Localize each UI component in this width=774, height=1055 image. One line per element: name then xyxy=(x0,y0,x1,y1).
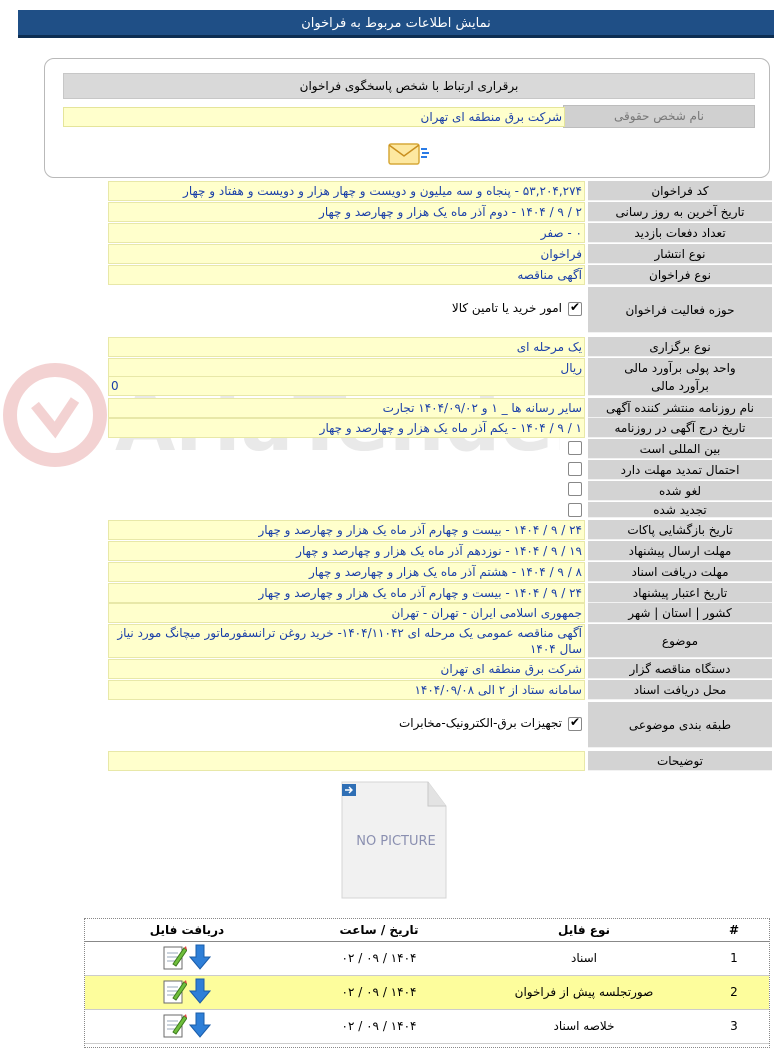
currency-value: ریال xyxy=(108,358,585,378)
envelope-open-label: تاریخ بازگشایی پاکات xyxy=(588,520,772,540)
activity-checkbox[interactable] xyxy=(568,302,582,316)
notes-value xyxy=(108,751,585,771)
download-button[interactable] xyxy=(163,978,211,1004)
download-arrow-icon xyxy=(189,944,211,970)
organizer-value: شرکت برق منطقه ای تهران xyxy=(108,659,585,679)
code-value: ۵۳,۲۰۴,۲۷۴ - پنجاه و سه میلیون و دویست و چهار هزار و دویست و هفتاد و چهار xyxy=(108,181,585,201)
subject-value: آگهی مناقصه عمومی یک مرحله ای ۱۴۰۴/۱۱۰۴۲- خرید روغن ترانسفورماتور میچانگ مورد نیاز سال ۱۴۰۴ xyxy=(108,624,585,658)
legal-person-label: نام شخص حقوقی xyxy=(563,105,755,128)
table-row xyxy=(85,941,769,975)
no-picture-text: NO PICTURE xyxy=(356,834,436,849)
download-arrow-icon xyxy=(189,1012,211,1038)
organizer-label: دستگاه مناقصه گزار xyxy=(588,659,772,679)
newspaper-date-value: ۱ / ۹ / ۱۴۰۴ - یکم آذر ماه یک هزار و چهارصد و چهار xyxy=(108,418,585,438)
newspaper-label: نام روزنامه منتشر کننده آگهی xyxy=(588,398,772,418)
location-label: کشور | استان | شهر xyxy=(588,603,772,623)
call-type-value: آگهی مناقصه xyxy=(108,265,585,285)
last-update-label: تاریخ آخرین به روز رسانی xyxy=(588,202,772,222)
newspaper-value: سایر رسانه ها _ ۱ و ۱۴۰۴/۰۹/۰۲ تجارت xyxy=(108,398,585,418)
edit-document-icon xyxy=(163,944,187,970)
last-update-value: ۲ / ۹ / ۱۴۰۴ - دوم آذر ماه یک هزار و چهارصد و چهار xyxy=(108,202,585,222)
category-checkbox[interactable] xyxy=(568,717,582,731)
extension-checkbox[interactable] xyxy=(568,462,582,476)
estimate-label: برآورد مالی xyxy=(588,376,772,396)
row-number: 1 xyxy=(699,941,769,975)
doc-deadline-label: مهلت دریافت اسناد xyxy=(588,562,772,582)
row-file-type: اسناد xyxy=(469,941,699,975)
envelope-open-value: ۲۴ / ۹ / ۱۴۰۴ - بیست و چهارم آذر ماه یک هزار و چهارصد و چهار xyxy=(108,520,585,540)
contact-panel xyxy=(44,58,770,178)
doc-place-label: محل دریافت اسناد xyxy=(588,680,772,700)
code-label: کد فراخوان xyxy=(588,181,772,201)
international-label: بین المللی است xyxy=(588,439,772,459)
estimate-value: 0 xyxy=(108,376,585,396)
visits-value: ۰ - صفر xyxy=(108,223,585,243)
publish-type-label: نوع انتشار xyxy=(588,244,772,264)
currency-label: واحد پولی برآورد مالی xyxy=(588,358,772,378)
edit-document-icon xyxy=(163,1012,187,1038)
files-table xyxy=(84,918,770,1048)
table-row xyxy=(85,975,769,1009)
row-date: ۱۴۰۴ / ۰۹ / ۰۲ xyxy=(289,941,469,975)
newspaper-date-label: تاریخ درج آگهی در روزنامه xyxy=(588,418,772,438)
envelope-icon[interactable] xyxy=(387,139,431,169)
submit-deadline-label: مهلت ارسال پیشنهاد xyxy=(588,541,772,561)
edit-document-icon xyxy=(163,978,187,1004)
category-option-text: تجهیزات برق-الکترونیک-مخابرات xyxy=(398,716,562,730)
row-number: 2 xyxy=(699,975,769,1009)
col-date-header: تاریخ / ساعت xyxy=(289,919,469,941)
call-type-label: نوع فراخوان xyxy=(588,265,772,285)
activity-label: حوزه فعالیت فراخوان xyxy=(588,287,772,333)
international-checkbox[interactable] xyxy=(568,441,582,455)
row-file-type: خلاصه اسناد xyxy=(469,1009,699,1043)
validity-label: تاریخ اعتبار پیشنهاد xyxy=(588,583,772,603)
publish-type-value: فراخوان xyxy=(108,244,585,264)
download-button[interactable] xyxy=(163,1012,211,1038)
col-type-header: نوع فایل xyxy=(469,919,699,941)
location-value: جمهوری اسلامی ایران - تهران - تهران xyxy=(108,603,585,623)
contact-heading: برقراری ارتباط با شخص پاسخگوی فراخوان xyxy=(63,73,755,99)
row-date: ۱۴۰۴ / ۰۹ / ۰۲ xyxy=(289,1009,469,1043)
doc-deadline-value: ۸ / ۹ / ۱۴۰۴ - هشتم آذر ماه یک هزار و چهارصد و چهار xyxy=(108,562,585,582)
legal-person-value: شرکت برق منطقه ای تهران xyxy=(63,107,565,127)
col-download-header: دریافت فایل xyxy=(85,919,289,941)
renewed-label: تجدید شده xyxy=(588,502,772,518)
visits-label: تعداد دفعات بازدید xyxy=(588,223,772,243)
notes-label: توضیحات xyxy=(588,751,772,771)
row-date: ۱۴۰۴ / ۰۹ / ۰۲ xyxy=(289,975,469,1009)
row-file-type: صورتجلسه پیش از فراخوان xyxy=(469,975,699,1009)
extension-label: احتمال تمدید مهلت دارد xyxy=(588,460,772,480)
holding-type-value: یک مرحله ای xyxy=(108,337,585,357)
download-arrow-icon xyxy=(189,978,211,1004)
submit-deadline-value: ۱۹ / ۹ / ۱۴۰۴ - نوزدهم آذر ماه یک هزار و چهارصد و چهار xyxy=(108,541,585,561)
col-number-header: # xyxy=(699,919,769,941)
validity-value: ۲۴ / ۹ / ۱۴۰۴ - بیست و چهارم آذر ماه یک هزار و چهارصد و چهار xyxy=(108,583,585,603)
row-number: 3 xyxy=(699,1009,769,1043)
no-picture-image xyxy=(338,780,450,900)
activity-option-text: امور خرید یا تامین کالا xyxy=(451,301,562,315)
cancelled-label: لغو شده xyxy=(588,481,772,501)
doc-place-value: سامانه ستاد از ۲ الی ۱۴۰۴/۰۹/۰۸ xyxy=(108,680,585,700)
subject-label: موضوع xyxy=(588,624,772,658)
page-title: نمایش اطلاعات مربوط به فراخوان xyxy=(18,10,774,38)
renewed-checkbox[interactable] xyxy=(568,503,582,517)
holding-type-label: نوع برگزاری xyxy=(588,337,772,357)
cancelled-checkbox[interactable] xyxy=(568,482,582,496)
category-label: طبقه بندی موضوعی xyxy=(588,702,772,748)
table-row xyxy=(85,1009,769,1043)
download-button[interactable] xyxy=(163,944,211,970)
